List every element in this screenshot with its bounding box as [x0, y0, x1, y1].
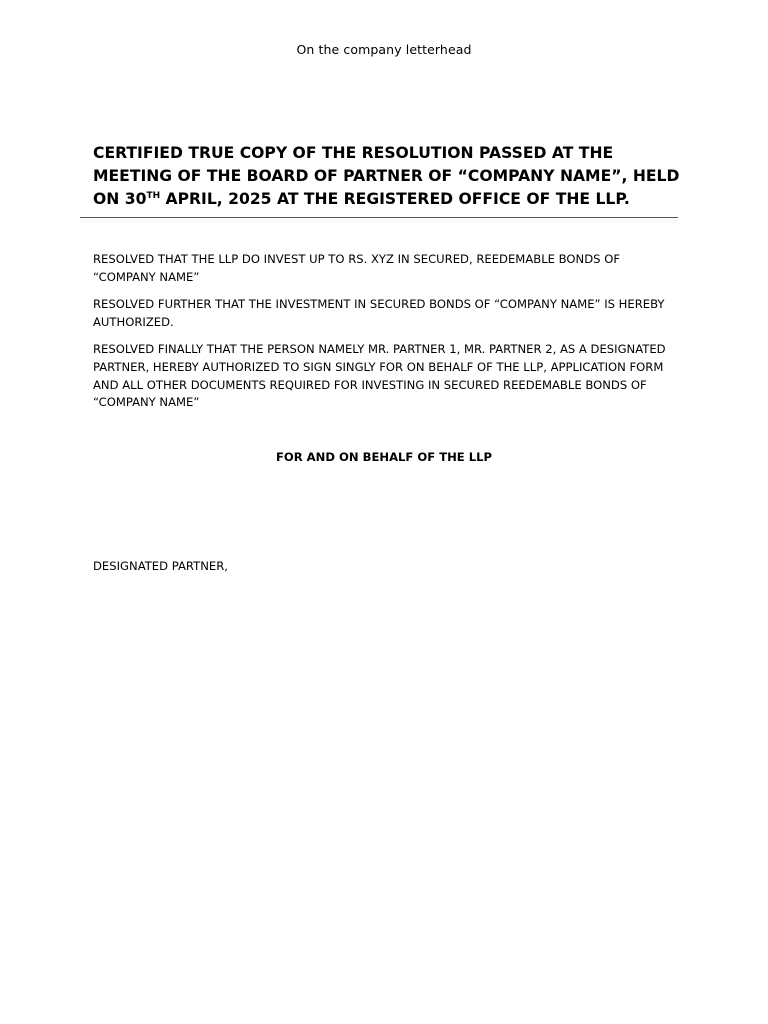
letterhead-note: On the company letterhead [296, 42, 472, 57]
resolution-body [93, 251, 679, 422]
title-part-2: APRIL, 2025 AT THE REGISTERED OFFICE OF THE LLP. [160, 190, 630, 208]
title-superscript: TH [146, 191, 161, 201]
signoff-line: FOR AND ON BEHALF OF THE LLP [275, 450, 493, 464]
resolution-paragraph-1: RESOLVED THAT THE LLP DO INVEST UP TO RS. XYZ IN SECURED, REEDEMABLE BONDS OF “COMPANY NAME” [93, 252, 620, 284]
signatory-label: DESIGNATED PARTNER, [93, 559, 228, 573]
title-divider [80, 217, 678, 218]
title-part-1: CERTIFIED TRUE COPY OF THE RESOLUTION PASSED AT THE MEETING OF THE BOARD OF PARTNER OF “COMPANY NAME”, HELD ON 30 [93, 144, 680, 208]
resolution-paragraph-3: RESOLVED FINALLY THAT THE PERSON NAMELY MR. PARTNER 1, MR. PARTNER 2, AS A DESIGNATED PARTNER, HEREBY AUTHORIZED TO SIGN SINGLY FOR ON BEHALF OF THE LLP, APPLICATION FORM AND ALL OTHER DOCUMENTS REQUIRED FOR INVESTING IN SECURED REEDEMABLE BONDS OF “COMPANY NAME” [93, 342, 666, 410]
resolution-title [93, 142, 683, 211]
resolution-paragraph-2: RESOLVED FURTHER THAT THE INVESTMENT IN SECURED BONDS OF “COMPANY NAME” IS HEREBY AUTHORIZED. [93, 297, 665, 329]
